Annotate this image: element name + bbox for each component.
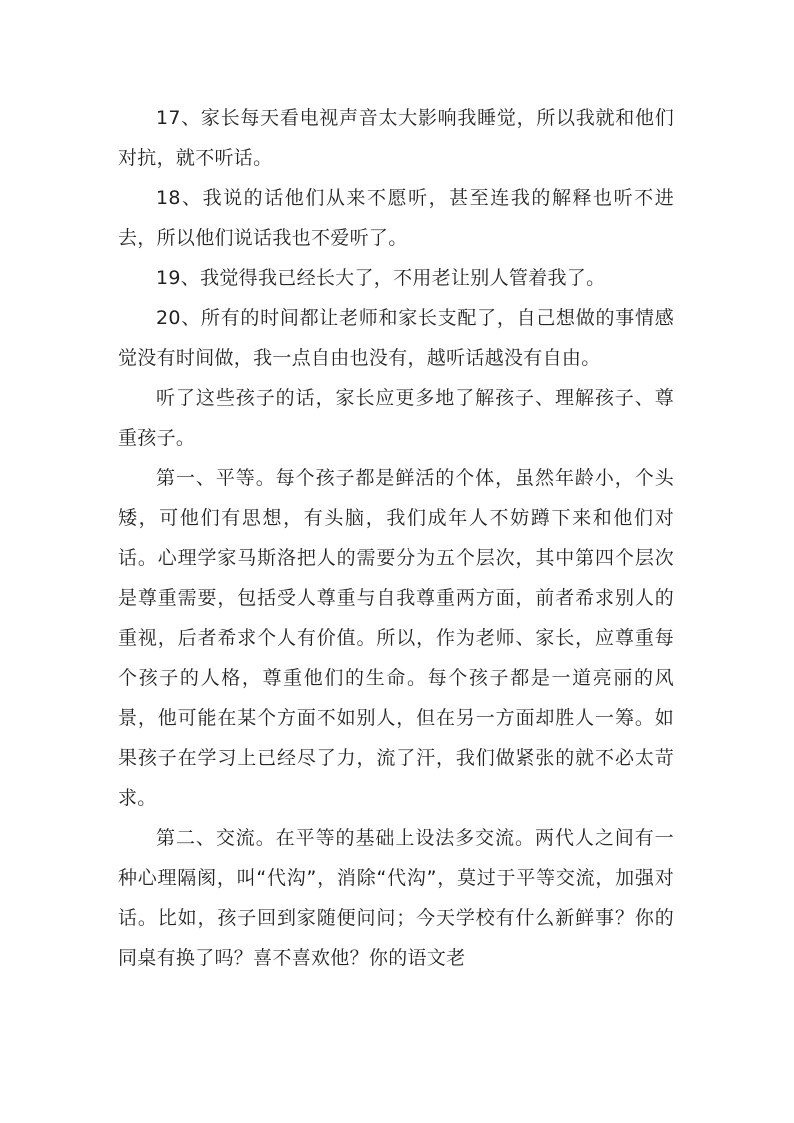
paragraph-equality: 第一、平等。每个孩子都是鲜活的个体，虽然年龄小，个头矮，可他们有思想，有头脑，我们成年人不妨蹲下来和他们对话。心理学家马斯洛把人的需要分为五个层次，其中第四个层次是尊重需要，包括受人尊重与自我尊重两方面，前者希求别人的重视，后者希求个人有价值。所以，作为老师、家长，应尊重每个孩子的人格，尊重他们的生命。每个孩子都是一道亮丽的风景，他可能在某个方面不如别人，但在另一方面却胜人一筹。如果孩子在学习上已经尽了力，流了汗，我们做紧张的就不必太苛求。: [118, 467, 674, 809]
document-body: [118, 98, 674, 978]
paragraph-20: 20、所有的时间都让老师和家长支配了，自己想做的事情感觉没有时间做，我一点自由也没有，越听话越没有自由。: [118, 307, 674, 369]
paragraph-18: 18、我说的话他们从来不愿听，甚至连我的解释也听不进去，所以他们说话我也不爱听了。: [118, 187, 674, 249]
paragraph-summary: 听了这些孩子的话，家长应更多地了解孩子、理解孩子、尊重孩子。: [118, 387, 674, 449]
paragraph-17: 17、家长每天看电视声音太大影响我睡觉，所以我就和他们对抗，就不听话。: [118, 107, 674, 169]
paragraph-communication: 第二、交流。在平等的基础上设法多交流。两代人之间有一种心理隔阂，叫“代沟”，消除“代沟”，莫过于平等交流，加强对话。比如，孩子回到家随便问问；今天学校有什么新鲜事？你的同桌有换了吗？喜不喜欢他？你的语文老: [118, 827, 674, 969]
paragraph-19: 19、我觉得我已经长大了，不用老让别人管着我了。: [156, 267, 606, 289]
